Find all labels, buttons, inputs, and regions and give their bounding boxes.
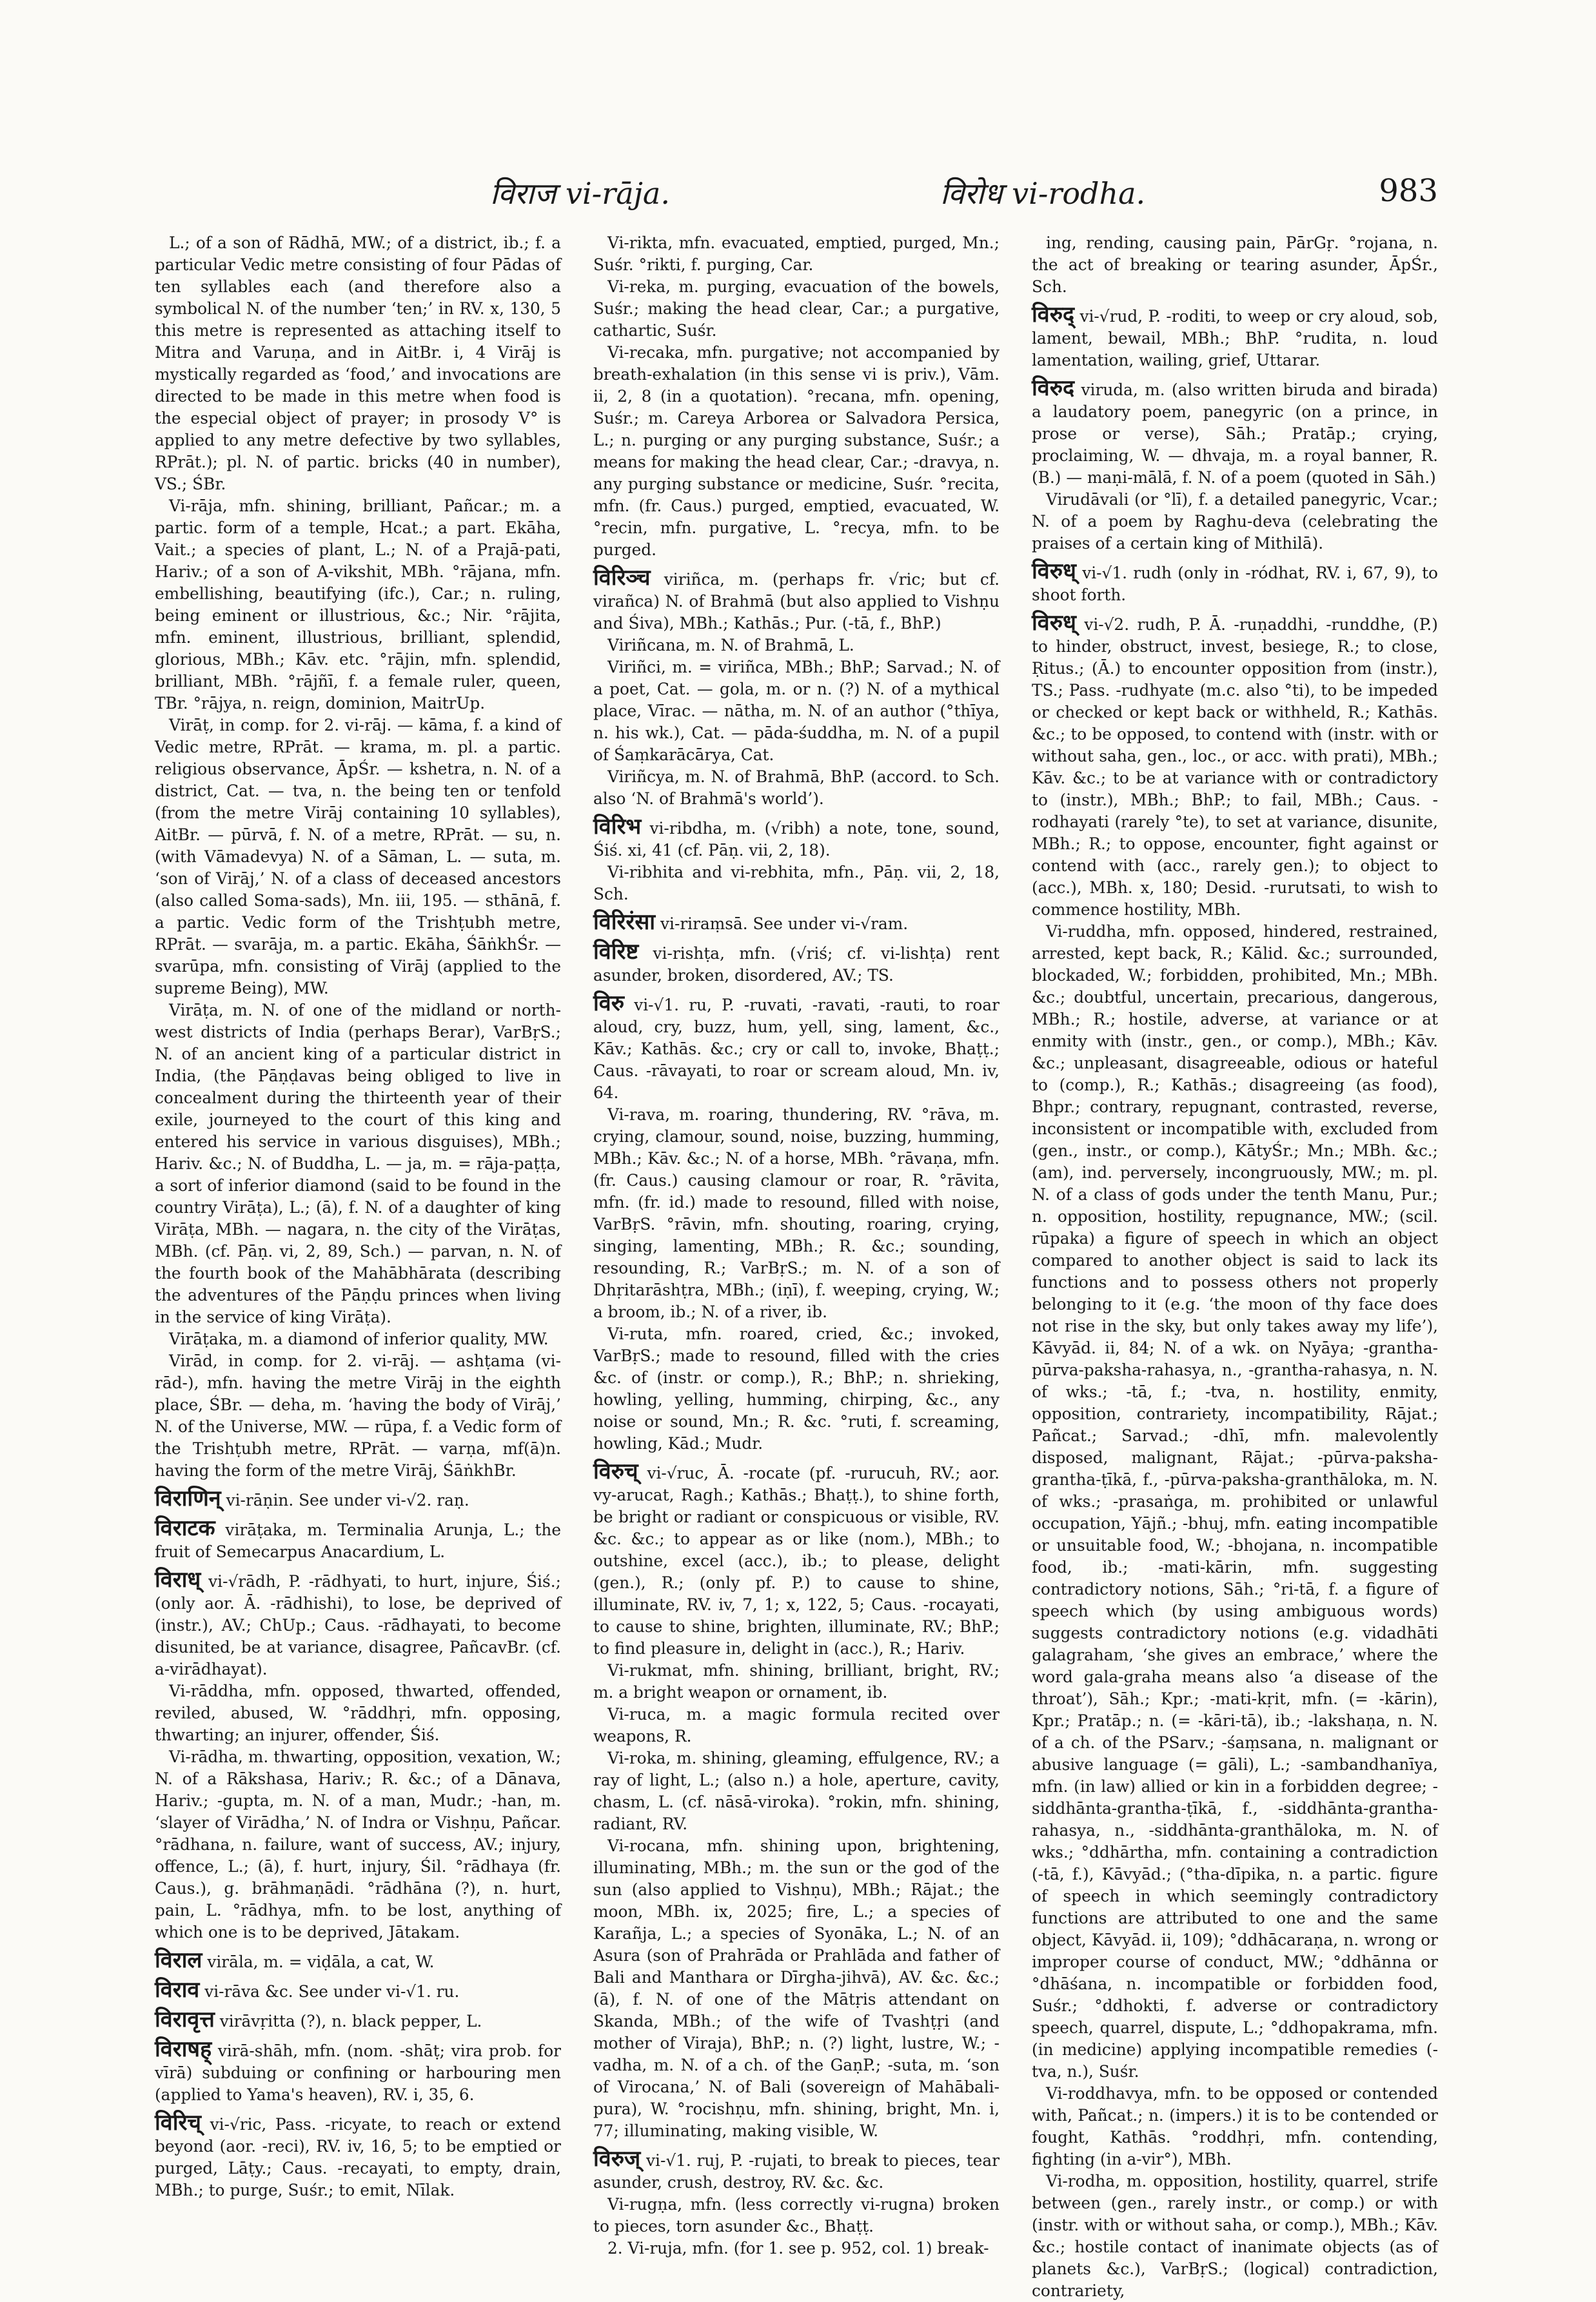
entry-text: Viriñci, m. = viriñca, MBh.; BhP.; Sarvad.; N. of a poet, Cat. — gola, m. or n. (?) N. of a mythical place, Vīrac. — nātha, m. N. of an author (°thīya, n. his wk.), Cat. — pāda-śuddha, m. N. of a pupil of Śaṃkarācārya, Cat.: [593, 658, 1000, 764]
headword-entry: [1032, 610, 1438, 921]
entry-text: Vi-rocana, mfn. shining upon, brightening, illuminating, MBh.; m. the sun or the god of the sun (also applied to Vishṇu), MBh.; Rājat.; the moon, MBh. ix, 2025; fire, L.; a species of Karañja, L.; a species of Syonāka, L.; N. of an Asura (son of Prahrāda or Prahlāda and father of Bali and Manthara or Dīrgha-jihvā), AV. &c. &c.; (ā), f. N. of one of the Mātṛis attendant on Skanda, MBh.; of the wife of Tvashṭṛi (and mother of Viraja), BhP.; n. (?) light, lustre, W.; -vadha, m. N. of a ch. of the GaṇP.; -suta, m. ‘son of Virocana,’ N. of Bali (sovereign of Mahābali-pura), W. °rocishṇu, mfn. shining, bright, Mn. i, 77; illuminating, making visible, W.: [593, 1836, 1000, 2140]
sub-entry: [593, 232, 1000, 276]
sub-entry: [1032, 2170, 1438, 2302]
entry-text: Vi-rava, m. roaring, thundering, RV. °rāva, m. crying, clamour, sound, noise, buzzing, humming, MBh.; Kāv. &c.; N. of a horse, MBh. °rāvaṇa, mfn. (fr. Caus.) causing clamour or roar, R. °rāvita, mfn. (fr. id.) made to resound, filled with noise, VarBṛS. °rāvin, mfn. shouting, roaring, crying, singing, lamenting, MBh.; R. &c.; sounding, resounding, R.; VarBṛS.; m. N. of a son of Dhṛitarāshṭra, MBh.; (iṇī), f. weeping, crying, W.; a broom, ib.; N. of a river, ib.: [593, 1105, 1000, 1321]
headword-devanagari: विरिञ्च: [593, 565, 651, 591]
entry-text: Viriñcana, m. N. of Brahmā, L.: [607, 636, 854, 654]
headword-entry: [593, 939, 1000, 987]
headword-devanagari: विरुच्: [593, 1459, 638, 1484]
entry-text: virāvṛitta (?), n. black pepper, L.: [214, 2012, 482, 2031]
entry-text: L.; of a son of Rādhā, MW.; of a district, ib.; f. a particular Vedic metre consisting of four Pādas of ten syllables each (and therefore also a symbolical N. of the number ‘ten;’ in RV. x, 130, 5 this metre is represented as attaching itself to Mitra and Varuṇa, and in AitBr. i, 4 Virāj is mystically regarded as ‘food,’ and invocations are directed to be made in this metre when food is the especial object of prayer; in prosody V° is applied to any metre defective by two syllables, RPrāt.); pl. N. of partic. bricks (40 in number), VS.; ŚBr.: [155, 233, 561, 493]
sub-entry: [593, 1660, 1000, 1704]
entry-text: vi-√ruc, Ā. -rocate (pf. -rurucuh, RV.; aor. vy-arucat, Ragh.; Kathās.; Bhaṭṭ.), to shine forth, be bright or radiant or conspicuous or visible, RV. &c. &c.; to appear as or like (nom.), MBh.; to outshine, excel (acc.), ib.; to please, delight (gen.), R.; (only pf. P.) to cause to shine, illuminate, RV. iv, 7, 1; x, 122, 5; Caus. -rocayati, to cause to shine, brighten, illuminate, RV.; BhP.; to find pleasure in, delight in (acc.), R.; Hariv.: [593, 1464, 1000, 1658]
entry-text: Virād, in comp. for 2. vi-rāj. — ashṭama (vi-rād-), mfn. having the metre Virāj in the eighth place, ŚBr. — deha, m. ‘having the body of Virāj,’ N. of the Universe, MW. — rūpa, f. a Vedic form of the Trishṭubh metre, RPrāt. — varṇa, mf(ā)n. having the form of the metre Virāj, ŚāṅkhBr.: [155, 1352, 561, 1480]
headword-entry: [155, 2110, 561, 2201]
headword-devanagari: विराल: [155, 1947, 202, 1973]
entry-text: Vi-ruta, mfn. roared, cried, &c.; invoked, VarBṛS.; made to resound, filled with the cries &c. of (instr. or comp.), R.; BhP.; n. shrieking, howling, yelling, humming, chirping, &c., any noise or sound, Mn.; R. &c. °ruti, f. screaming, howling, Kād.; Mudr.: [593, 1324, 1000, 1453]
headword-entry: [593, 565, 1000, 635]
sub-entry: [155, 495, 561, 714]
entry-text: Vi-ruca, m. a magic formula recited over weapons, R.: [593, 1705, 1000, 1746]
entry-text: Vi-recaka, mfn. purgative; not accompanied by breath-exhalation (in this sense vi is priv.), Vām. ii, 2, 8 (in a quotation). °recana, mfn. opening, Suśr.; m. Careya Arborea or Salvadora Persica, L.; n. purging or any purging substance, Suśr.; a means for making the head clear, Car.; -dravya, n. any purging substance or medicine, Suśr. °recita, mfn. (fr. Caus.) purged, emptied, evacuated, W. °recin, mfn. purgative, L. °recya, mfn. to be purged.: [593, 343, 1000, 559]
headword-devanagari: विरुज्: [593, 2146, 641, 2172]
sub-entry: [155, 1680, 561, 1746]
sub-entry: [155, 1350, 561, 1482]
headword-entry: [155, 1977, 561, 2003]
entry-text: Vi-roddhavya, mfn. to be opposed or contended with, Pañcat.; n. (impers.) it is to be contended or fought, Kathās. °roddhṛi, mfn. contending, fighting (in a-vir°), MBh.: [1032, 2084, 1438, 2169]
headword-devanagari: विराषह्: [155, 2036, 212, 2062]
headword-entry: [593, 909, 1000, 935]
entry-text: vi-√2. rudh, P. Ā. -ruṇaddhi, -runddhe, (P.) to hinder, obstruct, invest, besiege, R.; to close, Ṛitus.; (Ā.) to encounter opposition from (instr.), TS.; Pass. -rudhyate (m.c. also °ti), to be impeded or checked or kept back or withheld, R.; Kathās. &c.; to be opposed, to contend with (instr. with or without saha, gen., loc., or acc. with prati), MBh.; Kāv. &c.; to be at variance with or contradictory to (instr.), MBh.; BhP.; to fail, MBh.; Caus. -rodhayati (rarely °te), to set at variance, disunite, MBh.; R.; to oppose, encounter, fight against or contend with (acc., rarely gen.); to object to (acc.), MBh. x, 180; Desid. -rurutsati, to wish to commence hostility, MBh.: [1032, 615, 1438, 919]
headword-devanagari: विरुद्: [1032, 302, 1075, 328]
headword-devanagari: विराटक: [155, 1515, 215, 1541]
headword-devanagari: विराध्: [155, 1567, 201, 1593]
entry-text: virāla, m. = viḍāla, a cat, W.: [202, 1953, 435, 1971]
entry-text: Vi-rikta, mfn. evacuated, emptied, purged, Mn.; Suśr. °rikti, f. purging, Car.: [593, 233, 1000, 274]
entry-text: virāṭaka, m. Terminalia Arunja, L.; the fruit of Semecarpus Anacardium, L.: [155, 1520, 561, 1561]
running-head-center: विरोध vi-rodha.: [940, 176, 1146, 211]
headword-devanagari: विरिरंसा: [593, 909, 656, 935]
entry-text: vi-√ric, Pass. -ricyate, to reach or extend beyond (aor. -reci), RV. iv, 16, 5; to be emptied or purged, Lāṭy.; Caus. -recayati, to empty, drain, MBh.; to purge, Suśr.; to emit, Nīlak.: [155, 2115, 561, 2199]
headword-entry: [593, 990, 1000, 1104]
sub-entry: [593, 766, 1000, 810]
entry-text: virā-shāh, mfn. (nom. -shāṭ; vira prob. for vīrā) subduing or confining or harbouring men (applied to Yama's heaven), RV. i, 35, 6.: [155, 2041, 561, 2104]
headword-entry: [155, 2036, 561, 2106]
entry-text: Vi-ruddha, mfn. opposed, hindered, restrained, arrested, kept back, R.; Kālid. &c.; surrounded, blockaded, W.; forbidden, prohibited, Mn.; MBh. &c.; doubtful, uncertain, precarious, dangerous, MBh.; R.; hostile, adverse, at variance or at enmity with (instr., gen., or comp.), MBh.; Kāv. &c.; unpleasant, disagreeable, odious or hateful to (comp.), R.; Kathās.; disagreeing (as food), Bhpr.; contrary, repugnant, contrasted, reverse, inconsistent or incompatible with, excluded from (gen., instr., or comp.), KātyŚr.; Mn.; MBh. &c.; (am), ind. perversely, incongruously, MW.; m. pl. N. of a class of gods under the tenth Manu, Pur.; n. opposition, hostility, repugnance, MW.; (scil. rūpaka) a figure of speech in which an object compared to another object is said to lack its functions and to possess others not properly belonging to it (e.g. ‘the moon of thy face does not rise in the sky, but only takes away my life’), Kāvyād. ii, 84; N. of a wk. on Nyāya; -grantha-pūrva-paksha-rahasya, n., -grantha-rahasya, n. N. of wks.; -tā, f.; -tva, n. hostility, enmity, opposition, contrariety, incompatibility, Rājat.; Pañcat.; Sarvad.; -dhī, mfn. malevolently disposed, malignant, Rājat.; -pūrva-paksha-grantha-ṭīkā, f., -pūrva-paksha-granthāloka, m. N. of wks.; -prasaṅga, m. prohibited or unlawful occupation, Yājñ.; -bhuj, mfn. eating incompatible or unsuitable food, W.; -bhojana, n. incompatible food, ib.; -mati-kārin, mfn. suggesting contradictory notions, Sāh.; °ri-tā, f. a figure of speech which (by using ambiguous words) suggests contradictory notions (e.g. vidadhāti galagraham, ‘she gives an embrace,’ where the word gala-graha means also ‘a disease of the throat’), Sāh.; Kpr.; -mati-kṛit, mfn. (= -kārin), Kpr.; Pratāp.; n. (= -kāri-tā), ib.; -lakshaṇa, n. N. of a ch. of the PSarv.; -śaṃsana, n. malignant or abusive language (= gāli), L.; -sambandhanīya, mfn. (in law) allied or kin in a forbidden degree; -siddhānta-grantha-ṭīkā, f., -siddhānta-grantha-rahasya, n., -siddhānta-granthāloka, m. N. of wks.; °ddhārtha, mfn. containing a contradiction (-tā, f.), Kāvyād.; (°tha-dīpika, n. a partic. figure of speech in which seemingly contradictory functions are attributed to one and the same object, Kāvyād. ii, 109); °ddhācaraṇa, n. wrong or improper course of conduct, MW.; °ddhānna or °dhāśana, n. incompatible or forbidden food, Suśr.; °ddhokti, f. adverse or contradictory speech, quarrel, dispute, L.; °ddhopakrama, mfn. (in medicine) applying incompatible remedies (-tva, n.), Suśr.: [1032, 922, 1438, 2081]
column-1: [155, 232, 561, 2199]
sub-entry: [593, 342, 1000, 561]
headword-entry: [593, 1459, 1000, 1660]
headword-devanagari: विरुध्: [1032, 558, 1076, 584]
sub-entry: [1032, 232, 1438, 298]
headword-devanagari: विरुद: [1032, 375, 1075, 401]
headword-devanagari: विराव: [155, 1977, 200, 2003]
sub-entry: [593, 1704, 1000, 1747]
entry-text: Vi-rādha, m. thwarting, opposition, vexation, W.; N. of a Rākshasa, Hariv.; R. &c.; of a Dānava, Hariv.; -gupta, m. N. of a man, Mudr.; -han, m. ‘slayer of Virādha,’ N. of Indra or Vishṇu, Pañcar. °rādhana, n. failure, want of success, AV.; injury, offence, L.; (ā), f. hurt, injury, Śil. °rādhaya (fr. Caus.), g. brāhmaṇādi. °rādhāna (?), n. hurt, pain, L. °rādhya, mfn. to be lost, anything of which one is to be deprived, Jātakam.: [155, 1747, 561, 1942]
entry-text: ing, rending, causing pain, PārGṛ. °rojana, n. the act of breaking or tearing asunder, ĀpŚr., Sch.: [1032, 233, 1438, 296]
headword-devanagari: विराणिन्: [155, 1486, 221, 1511]
headword-entry: [1032, 375, 1438, 489]
sub-entry: [593, 276, 1000, 342]
sub-entry: [1032, 921, 1438, 2083]
sub-entry: [593, 861, 1000, 905]
entry-text: Virāṭ, in comp. for 2. vi-rāj. — kāma, f. a kind of Vedic metre, RPrāt. — krama, m. pl. a partic. religious observance, ĀpŚr. — kshetra, n. N. of a district, Cat. — tva, n. the being ten or tenfold (from the metre Virāj containing 10 syllables), AitBr. — pūrvā, f. N. of a metre, RPrāt. — su, n. (with Vāmadevya) N. of a Sāman, L. — suta, m. ‘son of Virāj,’ N. of a class of deceased ancestors (also called Soma-sads), Mn. iii, 195. — sthānā, f. a partic. Vedic form of the Trishṭubh metre, RPrāt. — svarāja, m. a partic. Ekāha, ŚāṅkhŚr. — svarūpa, mfn. consisting of Virāj (applied to the supreme Being), MW.: [155, 716, 561, 998]
entry-text: vi-rāva &c. See under vi-√1. ru.: [199, 1982, 460, 2001]
headword-entry: [155, 1515, 561, 1563]
headword-entry: [1032, 558, 1438, 606]
sub-entry: [155, 999, 561, 1328]
headword-devanagari: विरिष्ट: [593, 939, 639, 965]
sub-entry: [593, 635, 1000, 656]
entry-text: vi-√rud, P. -roditi, to weep or cry aloud, sob, lament, bewail, MBh.; BhP. °rudita, n. loud lamentation, wailing, grief, Uttarar.: [1032, 307, 1438, 369]
entry-text: Vi-rodha, m. opposition, hostility, quarrel, strife between (gen., rarely instr., or comp.) or with (instr. with or without saha, or comp.), MBh.; Kāv. &c.; hostile contact of inanimate objects (as of planets &c.), VarBṛS.; (logical) contradiction, contrariety,: [1032, 2172, 1438, 2300]
entry-text: Vi-rāddha, mfn. opposed, thwarted, offended, reviled, abused, W. °rāddhṛi, mfn. opposing, thwarting; an injurer, offender, Śiś.: [155, 1682, 561, 1744]
entry-text: Vi-ribhita and vi-rebhita, mfn., Pāṇ. vii, 2, 18, Sch.: [593, 863, 1000, 903]
entry-text: vi-√1. ru, P. -ruvati, -ravati, -rauti, to roar aloud, cry, buzz, hum, yell, sing, lament, &c., Kāv.; Kathās. &c.; cry or call to, invoke, Bhaṭṭ.; Caus. -rāvayati, to roar or scream aloud, Mn. iv, 64.: [593, 996, 1000, 1102]
column-3: [1032, 232, 1438, 2300]
headword-entry: [1032, 302, 1438, 371]
headword-devanagari: विरिच्: [155, 2110, 202, 2136]
sub-entry: [1032, 2083, 1438, 2170]
entry-text: Vi-reka, m. purging, evacuation of the bowels, Suśr.; making the head clear, Car.; a purgative, cathartic, Suśr.: [593, 277, 1000, 340]
dictionary-columns: [155, 232, 1438, 2300]
entry-text: Virāṭa, m. N. of one of the midland or north-west districts of India (perhaps Berar), VarBṛS.; N. of an ancient king of a particular district in India, (the Pāṇḍavas being obliged to live in concealment during the thirteenth year of their exile, journeyed to the court of this king and entered his service in various disguises), MBh.; Hariv. &c.; N. of Buddha, L. — ja, m. = rāja-paṭṭa, a sort of inferior diamond (said to be found in the country Virāṭa), L.; (ā), f. N. of a daughter of king Virāṭa, MBh. — nagara, n. the city of the Virāṭas, MBh. (cf. Pāṇ. vi, 2, 89, Sch.) — parvan, n. N. of the fourth book of the Mahābhārata (describing the adventures of the Pāṇḍu princes when living in the service of king Virāṭa).: [155, 1001, 561, 1326]
sub-entry: [155, 232, 561, 495]
entry-text: vi-rishṭa, mfn. (√riś; cf. vi-lishṭa) rent asunder, broken, disordered, AV.; TS.: [593, 944, 1000, 985]
headword-devanagari: विरिभ: [593, 814, 642, 840]
running-head-left: विराज vi-rāja.: [490, 176, 670, 211]
entry-text: vi-ribdha, m. (√ribh) a note, tone, sound, Śiś. xi, 41 (cf. Pāṇ. vii, 2, 18).: [593, 819, 1000, 860]
headword-entry: [593, 814, 1000, 861]
headword-devanagari: विरु: [593, 990, 625, 1016]
entry-text: vi-√1. rudh (only in -ródhat, RV. i, 67, 9), to shoot forth.: [1032, 564, 1438, 604]
sub-entry: [593, 2194, 1000, 2238]
headword-devanagari: विरुध्: [1032, 610, 1076, 636]
sub-entry: [1032, 489, 1438, 555]
headword-entry: [155, 1947, 561, 1973]
entry-text: Vi-rugṇa, mfn. (less correctly vi-rugna) broken to pieces, torn asunder &c., Bhaṭṭ.: [593, 2195, 1000, 2236]
sub-entry: [155, 1746, 561, 1943]
entry-text: Vi-rukmat, mfn. shining, brilliant, bright, RV.; m. a bright weapon or ornament, ib.: [593, 1661, 1000, 1702]
entry-text: Vi-roka, m. shining, gleaming, effulgence, RV.; a ray of light, L.; (also n.) a hole, aperture, cavity, chasm, L. (cf. nāsā-viroka). °rokin, mfn. shining, radiant, RV.: [593, 1749, 1000, 1833]
entry-text: Virudāvali (or °lī), f. a detailed panegyric, Vcar.; N. of a poem by Raghu-deva (celebrating the praises of a certain king of Mithilā).: [1032, 490, 1438, 553]
page-header: [155, 173, 1438, 218]
entry-text: Viriñcya, m. N. of Brahmā, BhP. (accord. to Sch. also ‘N. of Brahmā's world’).: [593, 767, 1000, 808]
headword-devanagari: विरावृत्त: [155, 2007, 215, 2032]
headword-entry: [155, 2007, 561, 2032]
sub-entry: [593, 1747, 1000, 1835]
entry-text: vi-riraṃsā. See under vi-√ram.: [655, 914, 909, 933]
entry-text: 2. Vi-ruja, mfn. (for 1. see p. 952, col. 1) break-: [607, 2239, 989, 2258]
entry-text: Virāṭaka, m. a diamond of inferior quality, MW.: [169, 1330, 549, 1348]
headword-entry: [155, 1486, 561, 1511]
sub-entry: [593, 2238, 1000, 2259]
entry-text: vi-√rādh, P. -rādhyati, to hurt, injure, Śiś.; (only aor. Ā. -rādhishi), to lose, be deprived of (instr.), AV.; ChUp.; Caus. -rādhayati, to become disunited, be at variance, disagree, PañcavBr. (cf. a-virādhayat).: [155, 1572, 561, 1678]
column-2: [593, 232, 1000, 2258]
page-number: 983: [1379, 173, 1438, 209]
entry-text: vi-rāṇin. See under vi-√2. raṇ.: [221, 1491, 469, 1510]
entry-text: viruda, m. (also written biruda and birada) a laudatory poem, panegyric (on a prince, in prose or verse), Sāh.; Pratāp.; crying, proclaiming, W. — dhvaja, m. a royal banner, R. (B.) — maṇi-mālā, f. N. of a poem (quoted in Sāh.): [1032, 380, 1438, 487]
entry-text: vi-√1. ruj, P. -rujati, to break to pieces, tear asunder, crush, destroy, RV. &c. &c.: [593, 2151, 1000, 2192]
sub-entry: [593, 1323, 1000, 1455]
headword-entry: [155, 1567, 561, 1680]
entry-text: Vi-rāja, mfn. shining, brilliant, Pañcar.; m. a partic. form of a temple, Hcat.; a part. Ekāha, Vait.; a species of plant, L.; N. of a Prajā-pati, Hariv.; of a son of A-vikshit, MBh. °rājana, mfn. embellishing, beautifying (ifc.), Car.; n. ruling, being eminent or illustrious, &c.; Nir. °rājita, mfn. eminent, illustrious, brilliant, splendid, glorious, MBh.; Kāv. etc. °rājin, mfn. splendid, brilliant, MBh. °rājñī, f. a female ruler, queen, TBr. °rājya, n. reign, dominion, MaitrUp.: [155, 497, 561, 713]
entry-text: viriñca, m. (perhaps fr. √ric; but cf. virañca) N. of Brahmā (but also applied to Vishṇu and Śiva), MBh.; Kathās.; Pur. (-tā, f., BhP.): [593, 570, 1000, 633]
sub-entry: [155, 714, 561, 999]
sub-entry: [593, 1104, 1000, 1323]
sub-entry: [155, 1328, 561, 1350]
headword-entry: [593, 2146, 1000, 2194]
sub-entry: [593, 656, 1000, 766]
sub-entry: [593, 1835, 1000, 2142]
